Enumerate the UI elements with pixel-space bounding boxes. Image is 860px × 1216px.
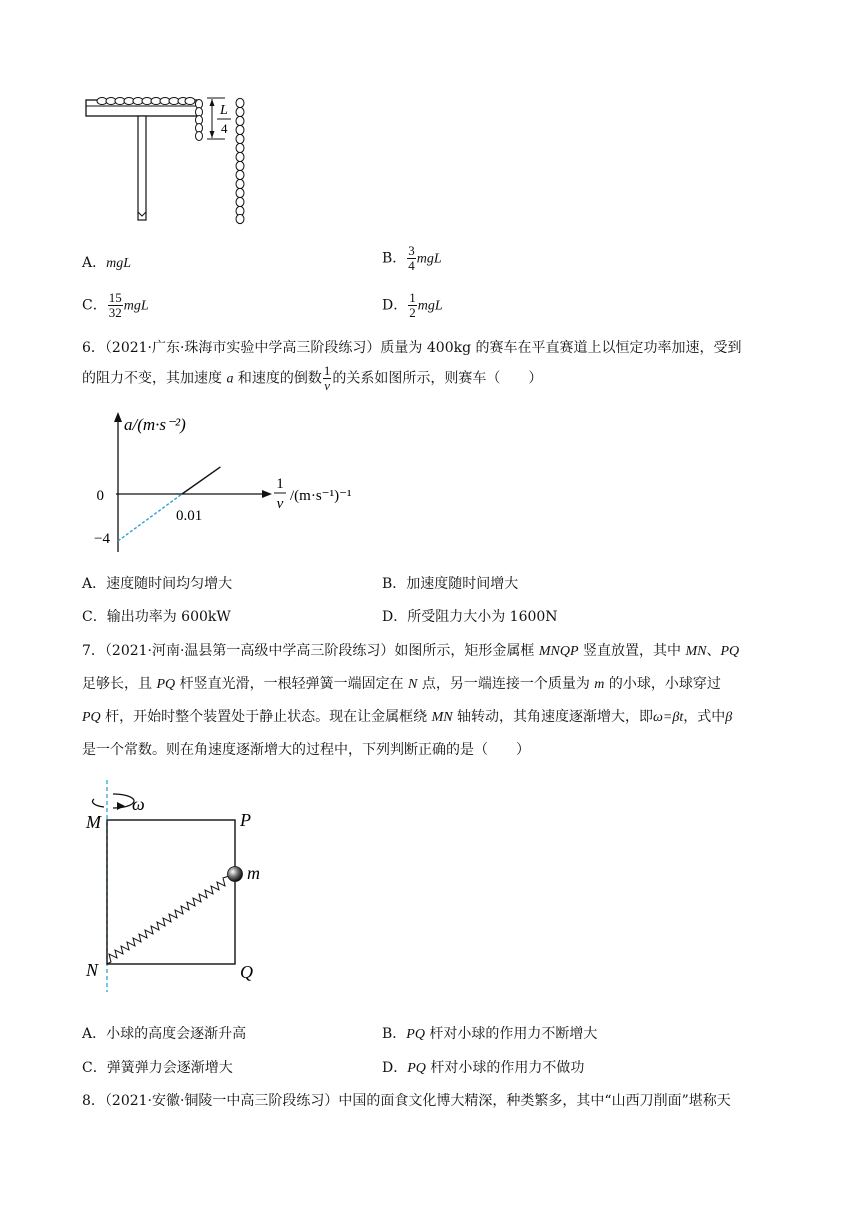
tick-label-x-intercept: 0.01 [176, 508, 203, 524]
tick-label-origin: 0 [96, 488, 104, 504]
q5-option-a[interactable] [82, 253, 131, 274]
option-expr: mgL [416, 251, 442, 267]
table-leg [138, 116, 146, 220]
ball [228, 867, 243, 882]
q7-option-c[interactable]: C．弹簧弹力会逐渐增大 [82, 1060, 233, 1076]
q6-option-c[interactable]: C．输出功率为 600kW [82, 609, 231, 625]
chain-table-figure [80, 90, 260, 230]
option-expr: mgL [417, 298, 443, 314]
q6-stem-line2: 的阻力不变，其加速度 a 和速度的倒数 $\frac{1}{v}$ 的关系如图所示，则赛车（ ） [82, 363, 543, 393]
label-m-corner: M [86, 812, 101, 832]
option-expr: mgL [123, 298, 149, 314]
q7-option-a[interactable]: A．小球的高度会逐渐升高 [82, 1026, 247, 1042]
dimension-label-bottom: 4 [221, 121, 228, 136]
option-letter: A． [82, 255, 107, 271]
q5-option-d[interactable] [382, 291, 443, 320]
tick-label-y-intercept: −4 [94, 531, 110, 547]
chain-hanging-long [236, 98, 244, 223]
rotating-frame-figure [80, 780, 280, 995]
q6-stem-line1: 6．（2021·广东·珠海市实验中学高三阶段练习）质量为 400kg 的赛车在平直赛道上以恒定功率加速，受到 [82, 340, 742, 356]
option-fraction: $\frac{15}{32}$ [108, 290, 122, 320]
q6-option-b[interactable]: B．加速度随时间增大 [382, 576, 519, 592]
y-axis-label: a/(m·s⁻²) [124, 415, 186, 434]
option-fraction: $\frac{1}{2}$ [409, 290, 416, 320]
q7-stem-line3: PQ 杆，开始时整个装置处于静止状态。现在让金属框绕 MN 轴转动，其角速度逐渐增大，即ω=βt，式中β [82, 709, 733, 725]
q5-option-c[interactable] [82, 291, 149, 320]
q6-option-a[interactable]: A．速度随时间均匀增大 [82, 576, 233, 592]
option-letter: D． [382, 297, 408, 314]
chain-hanging-short [196, 100, 203, 141]
q5-option-b[interactable] [382, 244, 442, 273]
svg-text:/(m·s⁻¹)⁻¹: /(m·s⁻¹)⁻¹ [290, 488, 352, 504]
label-ball-mass: m [247, 863, 260, 883]
label-n-corner: N [86, 960, 99, 980]
q8-stem-line1: 8．（2021·安徽·铜陵一中高三阶段练习）中国的面食文化博大精深，种类繁多，其中“山西刀削面”堪称天 [82, 1093, 731, 1109]
q7-option-d[interactable]: D．PQ 杆对小球的作用力不做功 [382, 1060, 585, 1076]
spring [107, 874, 235, 964]
series-line-solid [182, 467, 220, 494]
svg-text:1: 1 [276, 476, 284, 492]
q7-option-b[interactable]: B．PQ 杆对小球的作用力不断增大 [382, 1026, 598, 1042]
option-expr: mgL [106, 256, 132, 271]
series-line-dashed [118, 494, 182, 541]
chain-on-table [97, 98, 195, 105]
dimension-label-top: L [220, 103, 228, 118]
option-letter: C． [82, 297, 107, 314]
q7-stem-line2: 足够长，且 PQ 杆竖直光滑，一根轻弹簧一端固定在 N 点，另一端连接一个质量为 m 的小球，小球穿过 [82, 676, 721, 692]
q7-stem-line1: 7．（2021·河南·温县第一高级中学高三阶段练习）如图所示，矩形金属框 MNQP 竖直放置，其中 MN、PQ [82, 643, 740, 659]
label-p-corner: P [240, 810, 251, 830]
omega-label: ω [132, 794, 145, 814]
svg-text:v: v [276, 496, 284, 512]
x-axis-label [274, 476, 352, 512]
label-q-corner: Q [240, 962, 253, 982]
option-fraction: $\frac{3}{4}$ [408, 243, 415, 273]
q6-accel-vs-inverse-velocity-chart [80, 408, 380, 558]
q7-stem-line4: 是一个常数。则在角速度逐渐增大的过程中，下列判断正确的是（ ） [82, 742, 530, 758]
metal-frame [107, 820, 235, 964]
option-letter: B． [382, 250, 407, 267]
q6-option-d[interactable]: D．所受阻力大小为 1600N [382, 609, 558, 625]
